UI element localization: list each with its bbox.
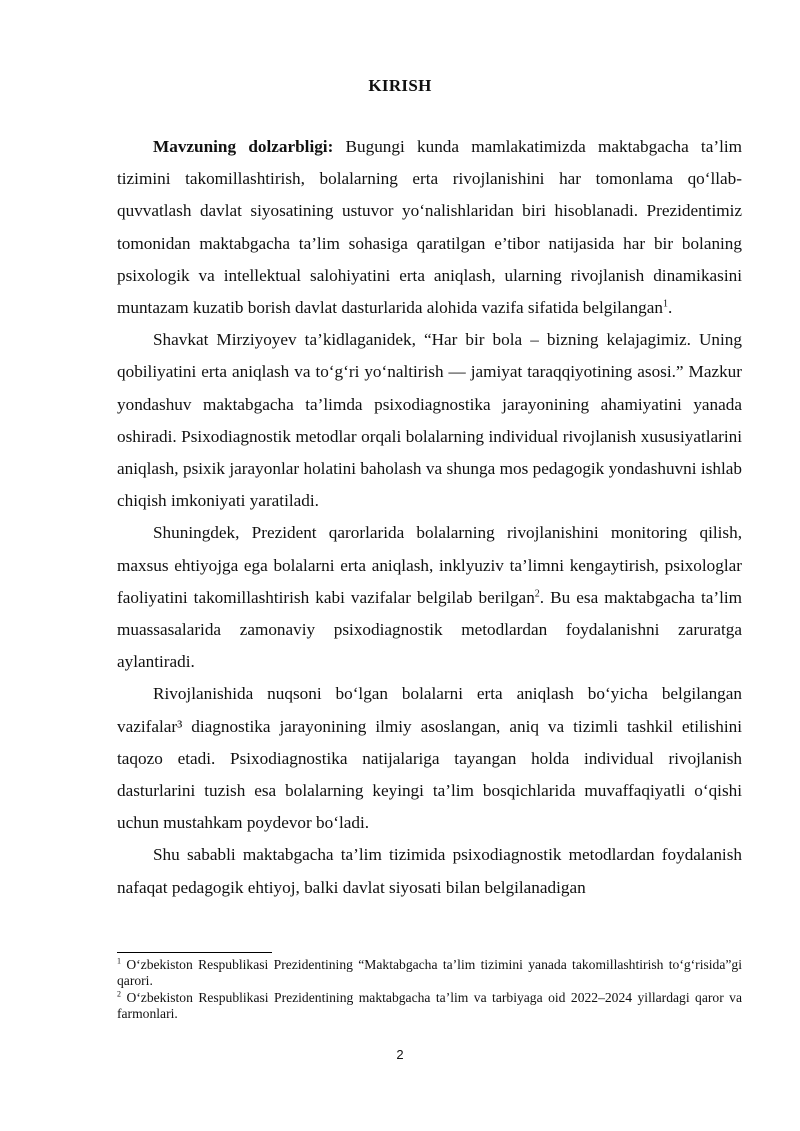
paragraph-3 bbox=[117, 517, 742, 678]
paragraph-text: Bugungi kunda mamlakatimizda maktabgacha ta’lim tizimini takomillashtirish, bolalarning erta rivojlanishini har tomonlama qo‘llab-quvvatlash davlat siyosatining ustuvor yo‘nalishlaridan biri hisoblanadi. Prezidentimiz tomonidan maktabgacha ta’lim sohasiga qaratilgan e’tibor natijasida har bir bolaning psixologik va intellektual salohiyatini erta aniqlash, ularning rivojlanish dinamikasini muntazam kuzatib borish davlat dasturlarida alohida vazifa sifatida belgilangan bbox=[117, 137, 742, 318]
paragraph-text: Shu sababli maktabgacha ta’lim tizimida psixodiagnostik metodlardan foydalanish nafaqat pedagogik ehtiyoj, balki davlat siyosati bilan belgilanadigan bbox=[117, 845, 742, 897]
footnote-2 bbox=[117, 990, 742, 1023]
paragraph-lead: Mavzuning dolzarbligi: bbox=[153, 137, 334, 156]
section-title: KIRISH bbox=[368, 76, 432, 95]
footnotes bbox=[117, 957, 742, 1023]
footnote-ref-1[interactable]: 1 bbox=[662, 298, 668, 310]
paragraph-4 bbox=[117, 678, 742, 839]
footnote-ref-2[interactable]: 2 bbox=[534, 588, 540, 600]
paragraph-text: Rivojlanishida nuqsoni bo‘lgan bolalarni erta aniqlash bo‘yicha belgilangan vazifalar³ diagnostika jarayonining ilmiy asoslangan, aniq va tizimli tashkil etilishini taqozo etadi. Psixodiagnostika natijalariga tayangan holda individual rivojlanish dasturlarini tuzish esa bolalarning keyingi ta’lim bosqichlarida muvaffaqiyatli o‘qishi uchun mustahkam poydevor bo‘ladi. bbox=[117, 684, 742, 833]
footnote-mark: 2 bbox=[117, 989, 121, 999]
paragraph-2 bbox=[117, 324, 742, 517]
body-text bbox=[117, 131, 742, 904]
paragraph-1 bbox=[117, 131, 742, 324]
footnote-separator bbox=[117, 952, 272, 953]
page-number: 2 bbox=[396, 1047, 404, 1062]
paragraph-text: Shavkat Mirziyoyev ta’kidlaganidek, “Har bir bola – bizning kelajagimiz. Uning qobiliyatini erta aniqlash va to‘g‘ri yo‘naltirish — jamiyat taraqqiyotining asosi.” Mazkur yondashuv maktabgacha ta’limda psixodiagnostika jarayonining ahamiyatini yanada oshiradi. Psixodiagnostik metodlar orqali bolalarning individual rivojlanish xususiyatlarini aniqlash, psixik jarayonlar holatini baholash va shunga mos pedagogik yondashuvni ishlab chiqish imkoniyati yaratiladi. bbox=[117, 330, 742, 511]
footnote-text: O‘zbekiston Respublikasi Prezidentining “Maktabgacha ta’lim tizimini yanada takomillashtirish to‘g‘risida”gi qarori. bbox=[117, 957, 742, 989]
footnote-1 bbox=[117, 957, 742, 990]
paragraph-text-end: . Bu esa maktabgacha ta’lim muassasalarida zamonaviy psixodiagnostik metodlardan foydalanishni zaruratga aylantiradi. bbox=[117, 587, 743, 672]
paragraph-5 bbox=[117, 839, 742, 903]
footnote-mark: 1 bbox=[117, 956, 121, 966]
footnote-text: O‘zbekiston Respublikasi Prezidentining maktabgacha ta’lim va tarbiyaga oid 2022–2024 yillardagi qaror va farmonlari. bbox=[117, 989, 742, 1022]
paragraph-text: Shuningdek, Prezident qarorlarida bolalarning rivojlanishini monitoring qilish, maxsus ehtiyojga ega bolalarni erta aniqlash, inklyuziv ta’limni kengaytirish, psixologlar faoliyatini takomillashtirish kabi vazifalar belgilab berilgan bbox=[117, 523, 742, 607]
paragraph-text-end: . bbox=[667, 298, 673, 318]
